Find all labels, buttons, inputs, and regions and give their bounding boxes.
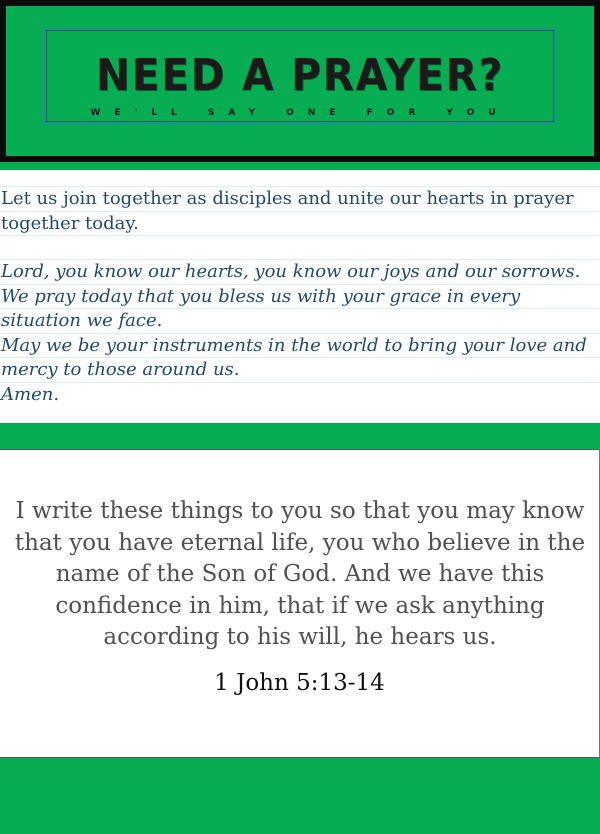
- prayer-body-line: mercy to those around us.: [0, 357, 600, 382]
- scripture-line: according to his will, he hears us.: [103, 624, 497, 650]
- prayer-intro-line: Let us join together as disciples and unite our hearts in prayer: [0, 186, 600, 211]
- prayer-body-line: May we be your instruments in the world to bring your love and: [0, 333, 600, 358]
- prayer-body-line: Amen.: [0, 382, 600, 407]
- scripture-line: that you have eternal life, you who believe in the: [14, 529, 586, 556]
- scripture-line: confidence in him, that if we ask anything: [55, 592, 545, 619]
- scripture-card: [0, 449, 600, 758]
- scripture-text: [14, 496, 586, 654]
- scripture-reference: 1 John 5:13-14: [214, 670, 385, 696]
- banner-bottom-strip: [0, 162, 600, 170]
- prayer-body-line: Lord, you know our hearts, you know our joys and our sorrows.: [0, 259, 600, 284]
- banner-subtitle: WE'LL SAY ONE FOR YOU: [90, 108, 510, 118]
- footer-band: [0, 758, 600, 834]
- section-divider-band: [0, 423, 600, 449]
- scripture-line: I write these things to you so that you may know: [15, 498, 585, 524]
- scripture-line: name of the Son of God. And we have this: [55, 561, 545, 587]
- prayer-intro-line: together today.: [0, 211, 600, 236]
- header-banner: [0, 0, 600, 162]
- prayer-section: [0, 186, 600, 406]
- title-frame: [44, 28, 556, 124]
- prayer-body-line: situation we face.: [0, 308, 600, 333]
- prayer-spacer: [0, 235, 600, 259]
- banner-title: NEED A PRAYER?: [96, 50, 504, 101]
- prayer-body-line: We pray today that you bless us with your grace in every: [0, 284, 600, 309]
- banner-green-panel: [6, 6, 594, 156]
